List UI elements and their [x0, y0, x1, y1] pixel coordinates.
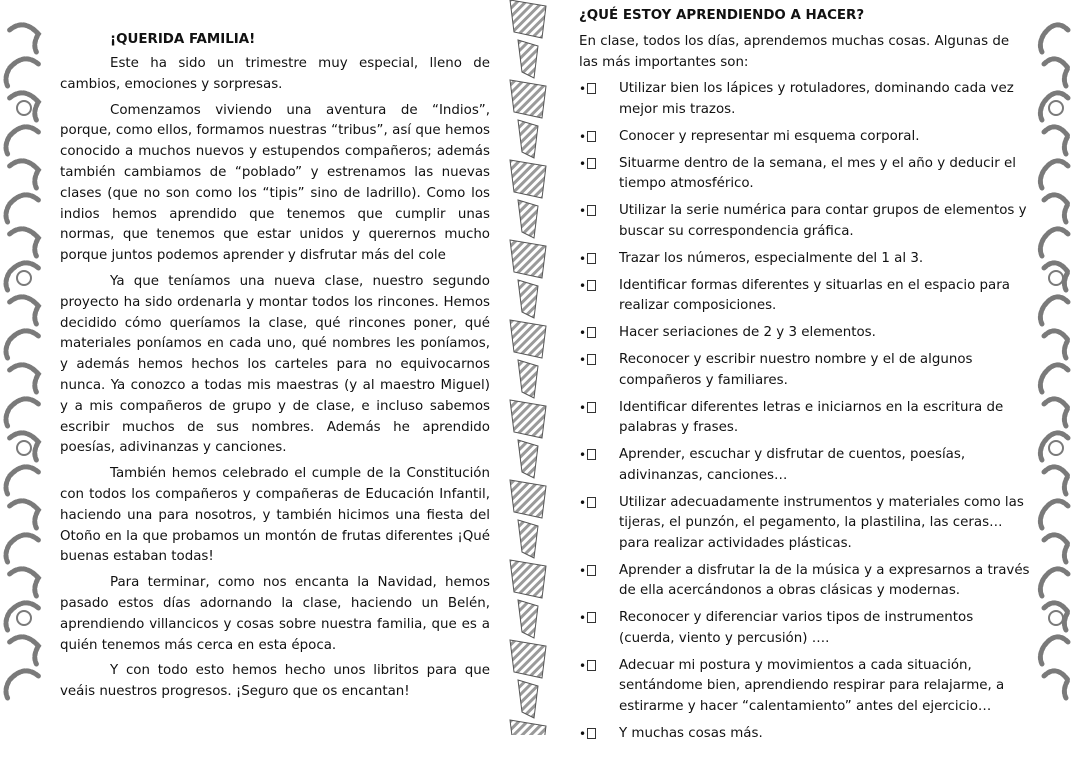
list-item: • Conocer y representar mi esquema corporal. — [579, 127, 1031, 148]
learning-column — [579, 6, 1031, 751]
list-item: • Utilizar la serie numérica para contar grupos de elementos y buscar su correspondencia gráfica. — [579, 203, 1027, 239]
bullet-icon: • — [579, 249, 596, 270]
list-item: • Adecuar mi postura y movimientos a cada situación, sentándome bien, aprendiendo respirar para relajarme, a estirarme y hacer “calentamiento” antes del ejercicio… — [579, 657, 1005, 714]
bullet-icon: • — [579, 201, 596, 222]
letter-column — [60, 30, 490, 708]
list-item: • Reconocer y escribir nuestro nombre y el de algunos compañeros y familiares. — [579, 352, 973, 388]
list-item: • Y muchas cosas más. — [579, 724, 1031, 745]
learning-list — [579, 79, 1031, 744]
center-ribbon-border — [500, 0, 556, 735]
bullet-icon: • — [579, 323, 596, 344]
list-item: • Reconocer y diferenciar varios tipos de instrumentos (cuerda, viento y percusión) …. — [579, 610, 974, 646]
bullet-icon: • — [579, 398, 596, 419]
letter-paragraph: También hemos celebrado el cumple de la Constitución con todos los compañeros y compañeras de Educación Infantil, haciendo una para nosotros, y también hicimos una fiesta del Otoño en la que probamos un montón de frutas diferentes ¡Qué buenas estaban todas! — [60, 466, 490, 565]
learning-title: ¿QUÉ ESTOY APRENDIENDO A HACER? — [579, 8, 865, 23]
list-item: • Identificar diferentes letras e iniciarnos en la escritura de palabras y frases. — [579, 399, 1004, 435]
bullet-icon: • — [579, 127, 596, 148]
bullet-icon: • — [579, 493, 596, 514]
bullet-icon: • — [579, 656, 596, 677]
list-item: • Utilizar bien los lápices y rotuladores, dominando cada vez mejor mis trazos. — [579, 81, 1014, 117]
bullet-icon: • — [579, 445, 596, 466]
list-item: • Hacer seriaciones de 2 y 3 elementos. — [579, 323, 1031, 344]
letter-paragraph: Ya que teníamos una nueva clase, nuestro segundo proyecto ha sido ordenarla y montar todos los rincones. Hemos decidido cómo queríamos la clase, qué rincones poner, qué materiales poníamos en cada uno, qué nombres les poníamos, y además hemos hechos los carteles para no equivocarnos nunca. Ya conozco a todas mis maestras (y al maestro Miguel) y a mis compañeros de grupo y de clase, e incluso sabemos escribir muchos de sus nombres. Además he aprendido poesías, adivinanzas y canciones. — [60, 273, 490, 456]
right-vine-border — [1036, 20, 1076, 710]
bullet-icon: • — [579, 154, 596, 175]
list-item: • Situarme dentro de la semana, el mes y el año y deducir el tiempo atmosférico. — [579, 155, 1016, 191]
bullet-icon: • — [579, 79, 596, 100]
letter-paragraph: Este ha sido un trimestre muy especial, lleno de cambios, emociones y sorpresas. — [60, 56, 490, 92]
letter-paragraph: Y con todo esto hemos hecho unos libritos para que veáis nuestros progresos. ¡Seguro que os encantan! — [60, 663, 490, 700]
letter-paragraph: Para terminar, como nos encanta la Navidad, hemos pasado estos días adornando la clase, haciendo un Belén, aprendiendo villancicos y cosas sobre nuestra familia, que es a quién tenemos más cerca en esta época. — [60, 575, 490, 653]
left-vine-border — [0, 20, 48, 710]
bullet-icon: • — [579, 724, 596, 745]
letter-title: ¡QUERIDA FAMILIA! — [110, 32, 256, 47]
list-item: • Aprender a disfrutar la de la música y a expresarnos a través de ella acercándonos a obras clásicas y modernas. — [579, 562, 1030, 598]
bullet-icon: • — [579, 608, 596, 629]
learning-intro: En clase, todos los días, aprendemos muchas cosas. Algunas de las más importantes son: — [579, 34, 1010, 70]
bullet-icon: • — [579, 561, 596, 582]
list-item: • Identificar formas diferentes y situarlas en el espacio para realizar composiciones. — [579, 277, 1010, 313]
list-item: • Aprender, escuchar y disfrutar de cuentos, poesías, adivinanzas, canciones… — [579, 447, 966, 483]
bullet-icon: • — [579, 276, 596, 297]
bullet-icon: • — [579, 350, 596, 371]
list-item: • Utilizar adecuadamente instrumentos y materiales como las tijeras, el punzón, el pegamento, la plastilina, las ceras… para realizar actividades plásticas. — [579, 494, 1024, 551]
letter-paragraph: Comenzamos viviendo una aventura de “Indios”, porque, como ellos, formamos nuestras “tribus”, así que hemos conocido a muchos nuevos y estupendos compañeros; además también cambiamos de “poblado” y estrenamos las nuevas clases (que no son como los “tipis” sino de ladrillo). Como los indios hemos aprendido que tenemos que cumplir unas normas, que tenemos que estar unidos y querernos mucho porque juntos podemos aprender y disfrutar más del cole — [60, 102, 490, 264]
list-item: • Trazar los números, especialmente del 1 al 3. — [579, 249, 1031, 270]
